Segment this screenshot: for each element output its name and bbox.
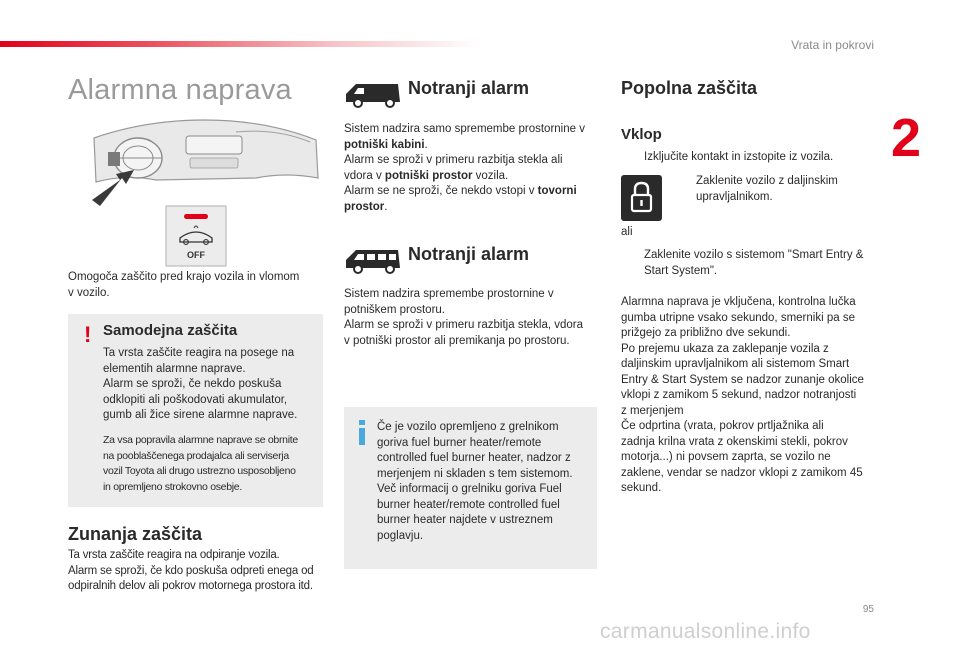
step-remote-lock: Zaklenite vozilo z daljinskim upravljalnikom. [696, 175, 838, 203]
step-smart-entry: Zaklenite vozilo s sistemom "Smart Entry & Start System". [644, 249, 864, 277]
interior-alarm-title-1: Notranji alarm [408, 78, 530, 98]
activation-subtitle: Vklop [621, 126, 662, 143]
full-protection-title: Popolna zaščita [621, 78, 758, 98]
step-ignition-off: Izključite kontakt in izstopite iz vozila. [644, 151, 834, 163]
auto-protection-title: Samodejna zaščita [103, 322, 238, 339]
page-number: 95 [862, 604, 874, 615]
van-icon [344, 80, 402, 108]
minibus-icon [344, 246, 402, 274]
chapter-number: 2 [891, 108, 922, 168]
chapter-color-bar [0, 41, 480, 47]
activation-description: Alarmna naprava je vključena, kontrolna lučka gumba utripne vsako sekundo, smerniki pa se prižgejo za približno dve sekundi. Po prejemu ukaza za zaklepanje vozila z daljinskim upravljalnikom ali sistemom Smart Entry & Start System se nadzor zunanje okolice vklopi z zamikom 5 sekund, nadzor notranjosti z merjenjem Če odprtina (vrata, pokrov prtljažnika ali zadnja krilna vrata z okenskimi stekli, pokrov motorja...) ni povsem zaprta, se vozilo ne zaklene, vendar se nadzor vklopi z zamikom 45 sekund. [621, 296, 864, 494]
or-text: ali [621, 226, 633, 238]
warning-icon: ! [84, 322, 92, 347]
intro-text: Omogoča zaščito pred krajo vozila in vlomom v vozilo. [68, 271, 300, 299]
interior-alarm-title-2: Notranji alarm [408, 244, 530, 264]
interior-alarm-text-2: Sistem nadzira spremembe prostornine v potniškem prostoru. Alarm se sproži v primeru razbitja stekla, vdora v potniški prostor ali premikanja po prostoru. [344, 288, 584, 347]
interior-alarm-text-1: Sistem nadzira samo spremembe prostornine v potniški kabini. Alarm se sproži v primeru razbitja stekla ali vdora v potniški prostor vozila. Alarm se ne sproži, če nekdo vstopi v tovorni prostor. [344, 123, 585, 213]
auto-protection-text: Ta vrsta zaščite reagira na posege na elementih alarmne naprave. Alarm se sproži, če nekdo poskuša odklopiti ali poškodovati akumulator, gumb ali žice sirene alarmne naprave. [103, 347, 298, 421]
info-icon [358, 420, 366, 445]
external-protection-text: Ta vrsta zaščite reagira na odpiranje vozila. Alarm se sproži, če kdo poskuša odpreti enega od odpiralnih delov ali pokrov motornega prostora itd. [68, 549, 314, 592]
lock-button-icon [621, 175, 662, 221]
page-title: Alarmna naprava [68, 74, 292, 106]
off-button-label: OFF [187, 250, 205, 260]
dashboard-alarm-button-illustration [86, 118, 322, 268]
external-protection-title: Zunanja zaščita [68, 524, 203, 544]
watermark: carmanualsonline.info [600, 620, 811, 643]
info-text: Če je vozilo opremljeno z grelnikom goriva fuel burner heater/remote controlled fuel burner heater, nadzor z merjenjem ni skladen s tem sistemom. Več informacij o grelniku goriva Fuel burner heater/remote controlled fuel burner heater najdete v ustreznem poglavju. [377, 421, 573, 542]
auto-protection-note: Za vsa popravila alarmne naprave se obrnite na pooblaščenega prodajalca ali serviserja vozil Toyota ali drugo ustrezno usposobljeno in opremljeno strokovno osebje. [103, 434, 298, 493]
chapter-title: Vrata in pokrovi [791, 38, 874, 52]
